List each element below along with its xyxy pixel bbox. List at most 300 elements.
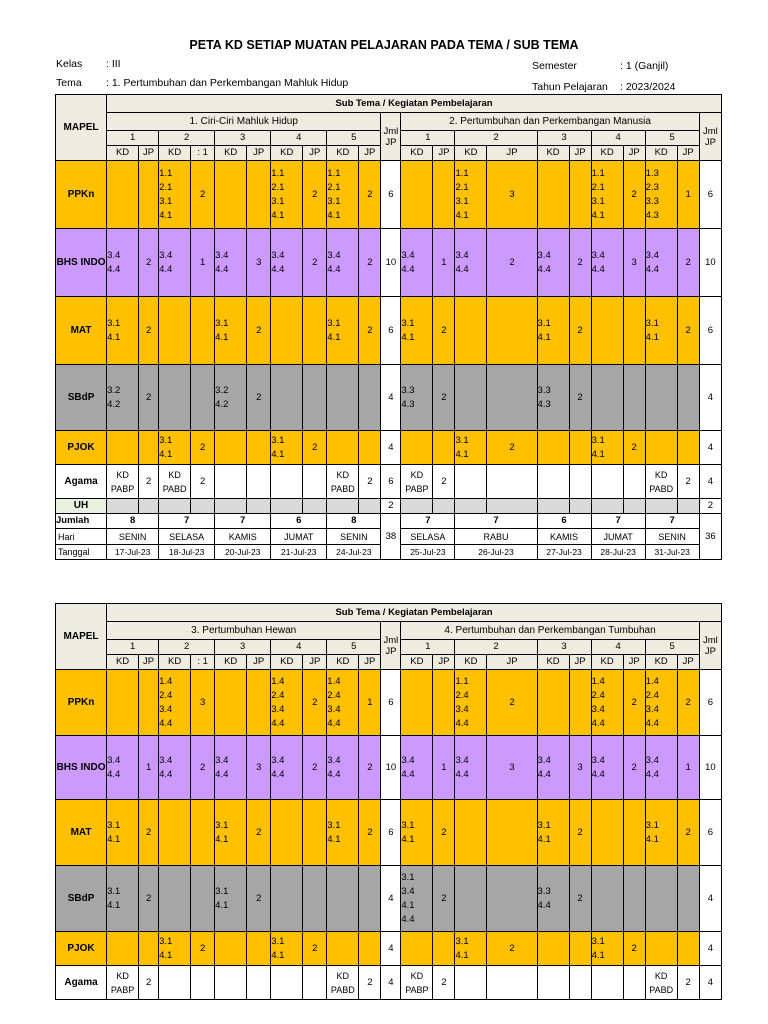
hari-value: KAMIS [537, 529, 591, 545]
subject-name: MAT [56, 297, 107, 365]
subject-name: SBdP [56, 365, 107, 431]
kd-line: 3.3 [537, 384, 551, 396]
kd-line: 4.1 [215, 331, 229, 343]
kd-line: 4.1 [159, 448, 173, 460]
jml-jp-cell: 10 [699, 736, 721, 800]
jp-cell [303, 866, 327, 932]
kd-cell [271, 866, 303, 932]
kd-line: 4.4 [271, 263, 285, 275]
kd-line: 4.4 [645, 768, 659, 780]
jp-cell: 2 [433, 365, 455, 431]
kd-line: 3.1 [591, 935, 605, 947]
kd-line: 3.1 [107, 819, 121, 831]
kd-col-header: KD [537, 655, 569, 670]
kd-line: PABD [162, 483, 187, 494]
jml-jp-cell: 4 [381, 866, 401, 932]
kd-line: 3.1 [327, 317, 341, 329]
kd-cell [107, 932, 139, 966]
kd-cell [591, 800, 623, 866]
kd-line: 1.4 [645, 675, 659, 687]
jp-cell: 2 [433, 465, 455, 499]
kd-line: 3.1 [645, 819, 659, 831]
kd-cell [455, 670, 487, 736]
kd-cell [215, 670, 247, 736]
jp-cell: 2 [623, 431, 645, 465]
jml-jp-cell: 10 [381, 229, 401, 297]
kd-line: 3.4 [591, 703, 605, 715]
kd-line: 3.1 [455, 935, 469, 947]
kd-cell [401, 866, 433, 932]
kd-cell [159, 800, 191, 866]
hari-value: RABU [455, 529, 537, 545]
jp-cell: 2 [623, 161, 645, 229]
kd-line: 4.4 [645, 263, 659, 275]
jp-cell: 1 [191, 229, 215, 297]
jml-jp-cell: 4 [381, 966, 401, 1000]
jp-cell: 2 [487, 229, 537, 297]
kd-col-header: KD [159, 655, 191, 670]
jp-cell [487, 966, 537, 1000]
jp-cell [247, 966, 271, 1000]
semester-value: : 1 (Ganjil) [620, 60, 669, 72]
kd-cell [271, 932, 303, 966]
kd-line: 1.1 [327, 167, 341, 179]
jp-cell: 2 [247, 365, 271, 431]
tanggal-value: 26-Jul-23 [455, 545, 537, 560]
jp-cell [191, 866, 215, 932]
kd-line: PABD [649, 984, 674, 995]
jumlah-value: 7 [645, 514, 699, 529]
header-row-1 [56, 604, 722, 622]
kd-line: 3.4 [327, 754, 341, 766]
semester-label: Semester [532, 60, 577, 72]
kd-cell [107, 736, 139, 800]
kd-cell [401, 736, 433, 800]
kd-col-header: KD [327, 146, 359, 161]
jp-col-header: JP [303, 146, 327, 161]
jml-jp-cell: 6 [699, 670, 721, 736]
jp-cell: 2 [677, 229, 699, 297]
kd-line: 3.4 [645, 249, 659, 261]
jp-cell: 2 [191, 161, 215, 229]
kd-col-header: KD [645, 655, 677, 670]
kd-line: 4.4 [455, 768, 469, 780]
jumlah-value: 6 [271, 514, 327, 529]
kd-cell [537, 800, 569, 866]
kd-line: 3.1 [401, 317, 415, 329]
jp-cell: 2 [139, 297, 159, 365]
kd-line: 4.1 [107, 833, 121, 845]
kd-line: 3.4 [591, 249, 605, 261]
jp-cell: 2 [677, 966, 699, 1000]
kd-line: PABD [330, 984, 355, 995]
kd-line: 4.1 [327, 331, 341, 343]
jml-jp-cell: 6 [381, 670, 401, 736]
subtema-header: Sub Tema / Kegiatan Pembelajaran [107, 95, 722, 113]
jp-cell [623, 966, 645, 1000]
kd-line: 4.2 [107, 398, 121, 410]
kd-line: 4.1 [455, 949, 469, 961]
kd-line: 4.4 [271, 768, 285, 780]
jp-cell: 2 [359, 736, 381, 800]
kd-cell [591, 670, 623, 736]
jp-col-header: JP [359, 146, 381, 161]
hari-value: SENIN [645, 529, 699, 545]
kd-line: 3.4 [401, 249, 415, 261]
jp-cell [569, 932, 591, 966]
kd-line: 3.4 [215, 754, 229, 766]
kd-cell [645, 932, 677, 966]
kd-cell [159, 966, 191, 1000]
kd-line: 3.4 [645, 754, 659, 766]
kd-line: 2.4 [645, 689, 659, 701]
kd-line: 3.4 [327, 703, 341, 715]
kd-cell [107, 800, 139, 866]
kd-cell [107, 670, 139, 736]
jp-cell: 2 [191, 932, 215, 966]
kd-line: 1.1 [455, 675, 469, 687]
hari-value: SENIN [327, 529, 381, 545]
kd-line: 4.1 [455, 448, 469, 460]
kd-line: 3.1 [271, 195, 285, 207]
kd-line: 4.4 [327, 717, 341, 729]
kd-line: 2.3 [645, 181, 659, 193]
kd-cell [215, 736, 247, 800]
kd-col-header: KD [327, 655, 359, 670]
kd-line: 4.1 [401, 331, 415, 343]
kd-cell [271, 736, 303, 800]
kd-line: 4.4 [401, 768, 415, 780]
jp-cell [623, 866, 645, 932]
hari-value: JUMAT [591, 529, 645, 545]
kd-col-header: KD [271, 655, 303, 670]
day-number: 1 [401, 640, 455, 655]
kd-line: 3.4 [159, 754, 173, 766]
jp-col-header: JP [569, 655, 591, 670]
jp-col-header: JP [139, 655, 159, 670]
kd-cell [537, 966, 569, 1000]
kd-line: 4.3 [401, 398, 415, 410]
kd-line: 4.1 [327, 833, 341, 845]
jp-cell: 3 [247, 229, 271, 297]
jp-col-header: JP [359, 655, 381, 670]
jml-jp-cell: 6 [381, 800, 401, 866]
jp-col-header: JP [677, 146, 699, 161]
kd-cell [159, 932, 191, 966]
kd-line: 3.1 [107, 885, 121, 897]
day-number: 5 [645, 131, 699, 146]
kd-line: KD [116, 970, 129, 981]
jp-cell: 2 [569, 297, 591, 365]
kd-line: 3.4 [401, 754, 415, 766]
kd-line: 3.1 [215, 317, 229, 329]
jml-jp-cell: 6 [699, 800, 721, 866]
jp-cell: 3 [487, 161, 537, 229]
hari-value: SELASA [159, 529, 215, 545]
kd-cell [455, 800, 487, 866]
kd-cell [271, 966, 303, 1000]
day-number: 2 [159, 640, 215, 655]
kd-cell [455, 736, 487, 800]
jp-cell: 1 [433, 229, 455, 297]
kd-line: 3.1 [455, 434, 469, 446]
jp-cell: 2 [569, 800, 591, 866]
kd-line: 4.4 [215, 263, 229, 275]
kd-col-header: KD [455, 146, 487, 161]
subject-name: Agama [56, 966, 107, 1000]
hari-label: Hari [56, 529, 107, 545]
kd-line: KD [410, 469, 424, 480]
kd-line: 4.4 [107, 768, 121, 780]
kd-cell [645, 736, 677, 800]
kd-cell [327, 736, 359, 800]
subject-name: BHS INDO [56, 736, 107, 800]
jp-cell [303, 966, 327, 1000]
kd-col-header: KD [215, 655, 247, 670]
kd-col-header: KD [401, 655, 433, 670]
kd-line: 4.4 [537, 899, 551, 911]
jml-jp-cell: 2 [381, 499, 401, 514]
jp-cell [139, 932, 159, 966]
day-number: 5 [327, 131, 381, 146]
total-jp: 38 [381, 514, 401, 560]
kd-line: 2.4 [455, 689, 469, 701]
day-number: 4 [271, 131, 327, 146]
kd-col-header: KD [591, 655, 623, 670]
kd-line: 3.4 [455, 703, 469, 715]
kd-line: 4.4 [591, 717, 605, 729]
jp-cell: 2 [623, 670, 645, 736]
day-number: 5 [327, 640, 381, 655]
kd-line: 4.4 [159, 768, 173, 780]
day-number: 4 [591, 131, 645, 146]
kd-cell [401, 800, 433, 866]
kd-line: 3.4 [107, 754, 121, 766]
kd-cell [327, 800, 359, 866]
jml-jp-cell: 6 [699, 297, 721, 365]
jp-cell [139, 670, 159, 736]
kd-line: 3.4 [327, 249, 341, 261]
kd-cell [455, 932, 487, 966]
jp-cell [247, 670, 271, 736]
kd-line: 4.1 [645, 833, 659, 845]
kd-cell [327, 966, 359, 1000]
kd-line: 4.4 [327, 263, 341, 275]
tahun-value: : 2023/2024 [620, 81, 676, 93]
subject-name: BHS INDO [56, 229, 107, 297]
kd-line: 4.4 [271, 717, 285, 729]
jp-col-header: JP [623, 655, 645, 670]
jp-cell: 2 [487, 431, 537, 465]
kd-line: 4.4 [159, 263, 173, 275]
kd-line: 1.1 [271, 167, 285, 179]
jp-cell: 3 [569, 736, 591, 800]
kd-cell [537, 736, 569, 800]
kd-line: 3.4 [159, 703, 173, 715]
jp-cell [303, 800, 327, 866]
kd-line: 2.1 [455, 181, 469, 193]
kd-line: 4.1 [215, 899, 229, 911]
kd-col-header: KD [271, 146, 303, 161]
kd-line: KD [336, 469, 350, 480]
jp-col-header: JP [487, 655, 537, 670]
jp-col-header: JP [139, 146, 159, 161]
kd-line: KD [654, 970, 668, 981]
kd-line: 3.4 [271, 249, 285, 261]
jml-jp-header: Jml JP [381, 113, 401, 161]
kd-cell [215, 800, 247, 866]
jml-jp-cell: 4 [699, 431, 721, 465]
tanggal-value: 27-Jul-23 [537, 545, 591, 560]
kd-cell [327, 932, 359, 966]
subject-row-mat [56, 800, 722, 866]
day-number: 1 [107, 640, 159, 655]
subtheme-title: 4. Pertumbuhan dan Perkembangan Tumbuhan [401, 622, 699, 640]
kd-cell [537, 866, 569, 932]
tanggal-value: 28-Jul-23 [591, 545, 645, 560]
kd-line: 4.1 [401, 899, 415, 911]
mapel-header: MAPEL [56, 95, 107, 161]
jumlah-label: Jumlah [56, 514, 107, 529]
day-number: 2 [455, 640, 537, 655]
kd-line: 4.1 [537, 833, 551, 845]
tanggal-value: 31-Jul-23 [645, 545, 699, 560]
day-number: 3 [215, 131, 271, 146]
kd-line: 4.4 [455, 717, 469, 729]
tanggal-value: 25-Jul-23 [401, 545, 455, 560]
jp-col-header: : 1 [191, 655, 215, 670]
jp-cell: 2 [623, 736, 645, 800]
jp-cell: 2 [487, 670, 537, 736]
jp-cell [677, 932, 699, 966]
jumlah-value: 6 [537, 514, 591, 529]
kd-line: PABP [405, 984, 429, 995]
jml-jp-cell: 4 [699, 866, 721, 932]
kd-cell [327, 670, 359, 736]
kd-line: 3.1 [159, 935, 173, 947]
kd-cell [215, 866, 247, 932]
jumlah-value: 7 [159, 514, 215, 529]
kd-cell [455, 866, 487, 932]
tanggal-value: 18-Jul-23 [159, 545, 215, 560]
jp-cell: 2 [359, 297, 381, 365]
kd-cell [591, 736, 623, 800]
kd-line: 4.1 [159, 209, 173, 221]
kd-line: 2.4 [591, 689, 605, 701]
jp-cell: 1 [359, 670, 381, 736]
hari-value: KAMIS [215, 529, 271, 545]
kd-line: PABP [110, 483, 135, 494]
jml-jp-cell: 6 [381, 161, 401, 229]
kd-line: 4.4 [327, 768, 341, 780]
subject-row-bhsindo [56, 736, 722, 800]
jp-col-header: JP [623, 146, 645, 161]
jp-cell [433, 932, 455, 966]
tema-value: : 1. Pertumbuhan dan Perkembangan Mahluk Hidup [106, 77, 349, 89]
jp-cell: 2 [359, 229, 381, 297]
subject-name: PPKn [56, 670, 107, 736]
kd-line: 3.4 [591, 754, 605, 766]
kd-cell [537, 932, 569, 966]
jml-jp-header: Jml JP [699, 622, 721, 670]
jp-cell [359, 866, 381, 932]
jumlah-value: 7 [591, 514, 645, 529]
kd-line: 3.4 [401, 885, 415, 897]
kd-cell [107, 966, 139, 1000]
kd-line: 3.1 [327, 819, 341, 831]
jp-col-header: JP [247, 655, 271, 670]
kd-line: 4.1 [271, 209, 285, 221]
kd-col-header: KD [107, 655, 139, 670]
jp-cell: 3 [487, 736, 537, 800]
kd-line: 1.4 [591, 675, 605, 687]
subtheme-title: 1. Ciri-Ciri Mahluk Hidup [107, 113, 381, 131]
kd-line: 4.4 [159, 717, 173, 729]
kd-line: 4.1 [591, 209, 605, 221]
kd-col-header: KD [537, 146, 569, 161]
kd-cell [645, 800, 677, 866]
jp-cell: 2 [677, 297, 699, 365]
kd-line: 3.1 [645, 317, 659, 329]
jp-cell: 1 [433, 736, 455, 800]
kd-cell [401, 670, 433, 736]
day-number: 3 [537, 640, 591, 655]
mapel-header: MAPEL [56, 604, 107, 670]
kd-line: 3.4 [215, 249, 229, 261]
jp-cell [677, 866, 699, 932]
kd-line: 4.1 [215, 833, 229, 845]
jp-cell [569, 670, 591, 736]
jp-cell: 2 [303, 932, 327, 966]
jp-cell: 2 [303, 670, 327, 736]
kd-line: 4.1 [401, 833, 415, 845]
jp-cell: 2 [433, 800, 455, 866]
kd-line: 3.1 [215, 819, 229, 831]
kd-line: 3.1 [537, 317, 551, 329]
kd-line: 4.4 [401, 913, 415, 925]
kd-line: 3.4 [455, 754, 469, 766]
jml-jp-cell: 6 [381, 465, 401, 499]
jp-cell: 2 [139, 800, 159, 866]
kd-line: 1.3 [645, 167, 659, 179]
kd-col-header: KD [591, 146, 623, 161]
jml-jp-cell: 4 [699, 932, 721, 966]
kelas-value: : III [106, 58, 121, 70]
subject-name: SBdP [56, 866, 107, 932]
jp-cell [191, 966, 215, 1000]
jp-cell: 1 [677, 161, 699, 229]
kd-line: 4.4 [107, 263, 121, 275]
subtheme-title: 2. Pertumbuhan dan Perkembangan Manusia [401, 113, 699, 131]
jp-cell: 1 [139, 736, 159, 800]
day-number: 1 [107, 131, 159, 146]
tema-label: Tema [56, 77, 82, 89]
jp-col-header: : 1 [191, 146, 215, 161]
kd-line: 4.4 [401, 263, 415, 275]
kd-cell [645, 670, 677, 736]
kd-line: 1.4 [159, 675, 173, 687]
kd-line: 3.4 [537, 249, 551, 261]
jml-jp-cell: 4 [699, 966, 721, 1000]
jp-cell: 2 [139, 465, 159, 499]
jp-cell: 3 [247, 736, 271, 800]
jp-cell: 2 [139, 866, 159, 932]
kd-line: 2.4 [159, 689, 173, 701]
kd-map-table-2 [55, 603, 722, 1000]
kd-line: 4.4 [537, 768, 551, 780]
day-number: 3 [537, 131, 591, 146]
kd-cell [401, 966, 433, 1000]
